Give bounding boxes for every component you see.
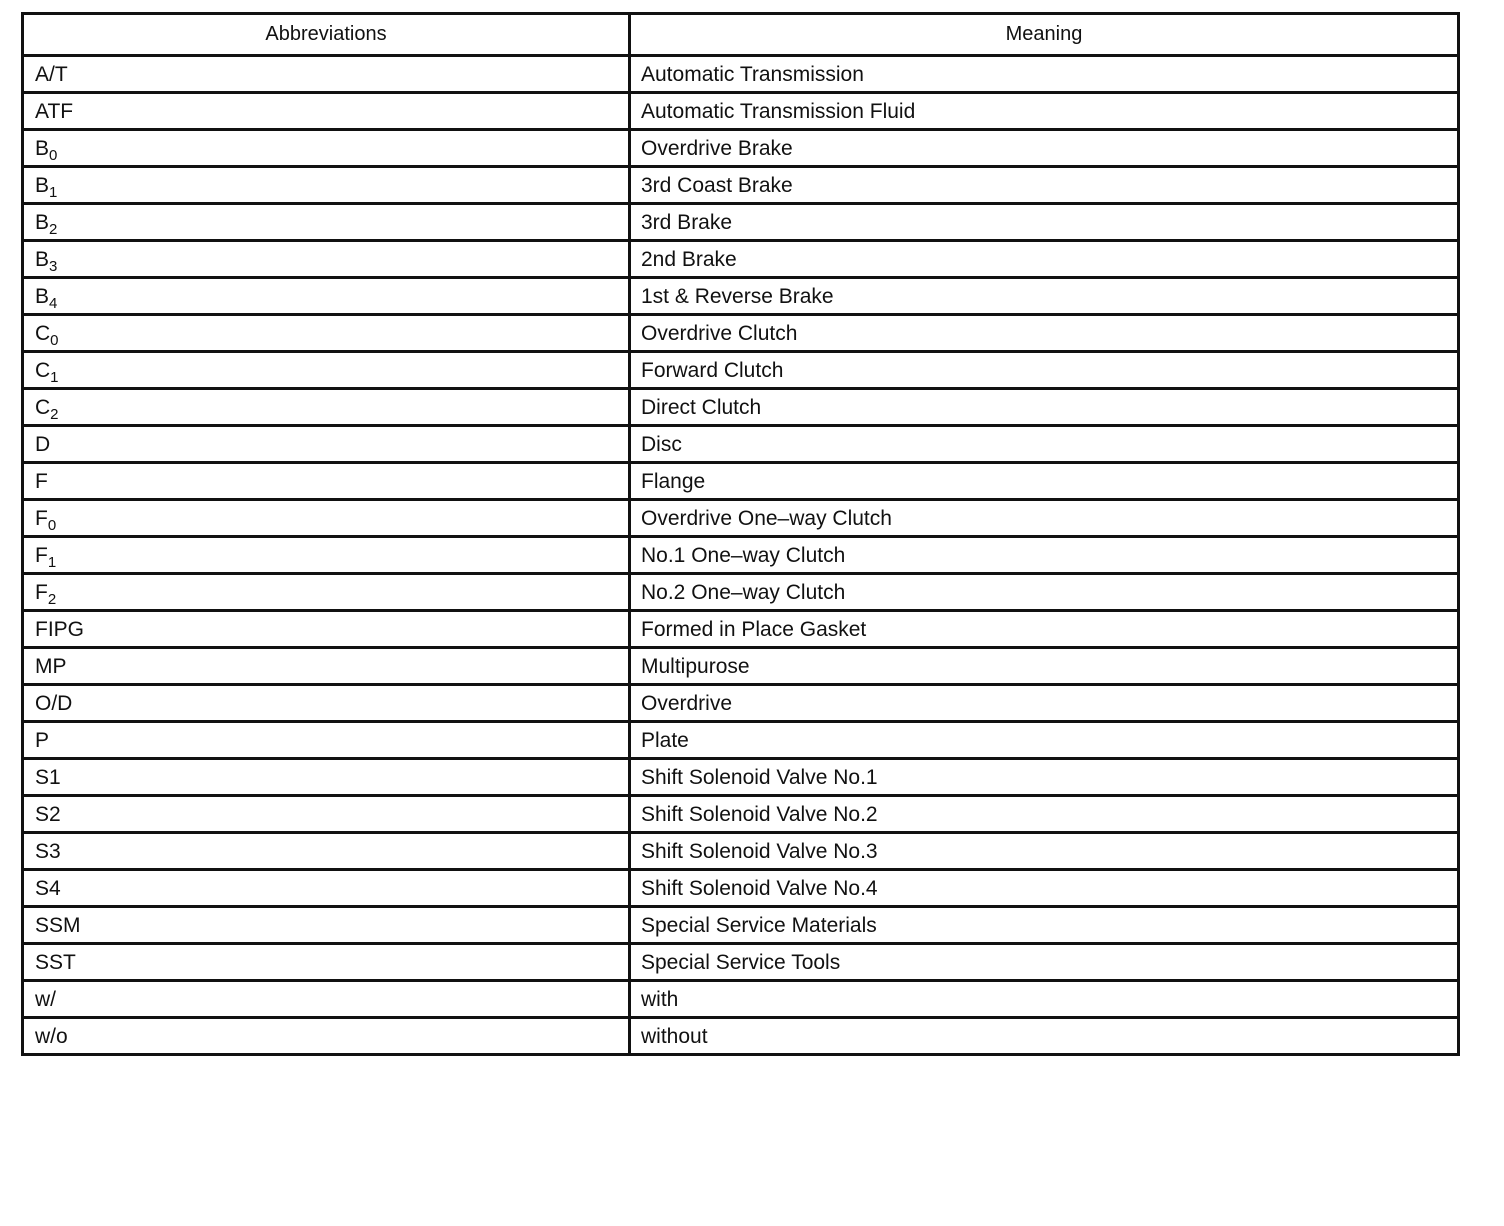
abbreviation-cell [23,130,630,167]
table-row [23,833,1459,870]
meaning-cell: No.2 One–way Clutch [630,574,1459,611]
table-row [23,56,1459,93]
abbreviation-text: F [35,506,48,530]
abbreviation-cell [23,907,630,944]
table-row [23,574,1459,611]
table-row [23,241,1459,278]
header-abbreviations: Abbreviations [23,14,630,56]
abbreviation-subscript: 0 [47,516,57,534]
meaning-cell: No.1 One–way Clutch [630,537,1459,574]
meaning-cell: Formed in Place Gasket [630,611,1459,648]
abbreviation-cell [23,722,630,759]
meaning-cell: Flange [630,463,1459,500]
meaning-cell: Shift Solenoid Valve No.2 [630,796,1459,833]
abbreviation-cell [23,463,630,500]
abbreviation-text: B [35,136,50,160]
abbreviation-text: B [35,247,50,271]
meaning-cell: Special Service Materials [630,907,1459,944]
abbreviation-text: A/T [35,62,68,86]
abbreviation-text: D [35,432,51,456]
abbreviation-text: MP [35,654,67,678]
table-row [23,167,1459,204]
abbreviation-text: S3 [35,839,61,863]
abbreviation-cell [23,611,630,648]
abbreviation-cell [23,56,630,93]
abbreviation-text: SSM [35,913,81,937]
table-row [23,685,1459,722]
abbreviation-cell [23,648,630,685]
table-row [23,426,1459,463]
abbreviation-cell [23,759,630,796]
table-row [23,907,1459,944]
meaning-cell: Multipurose [630,648,1459,685]
table-row [23,204,1459,241]
meaning-cell: Automatic Transmission [630,56,1459,93]
abbreviation-cell [23,500,630,537]
meaning-cell: Plate [630,722,1459,759]
table-row [23,759,1459,796]
meaning-cell: Disc [630,426,1459,463]
table-row [23,870,1459,907]
abbreviation-text: P [35,728,50,752]
abbreviation-cell [23,574,630,611]
table-row [23,315,1459,352]
abbreviation-cell [23,944,630,981]
abbreviation-cell [23,241,630,278]
abbreviation-text: O/D [35,691,73,715]
abbreviation-cell [23,389,630,426]
abbreviation-text: ATF [35,99,74,123]
abbreviation-text: SST [35,950,76,974]
abbreviation-cell [23,167,630,204]
table-row [23,389,1459,426]
meaning-cell: Overdrive [630,685,1459,722]
abbreviation-text: F [35,469,48,493]
abbreviation-cell [23,315,630,352]
abbreviation-text: B [35,284,50,308]
table-row [23,722,1459,759]
table-row [23,611,1459,648]
meaning-cell: Shift Solenoid Valve No.3 [630,833,1459,870]
abbreviation-cell [23,537,630,574]
abbreviation-text: F [35,580,48,604]
meaning-cell: 1st & Reverse Brake [630,278,1459,315]
abbreviation-text: FIPG [35,617,85,641]
meaning-cell: Shift Solenoid Valve No.1 [630,759,1459,796]
abbreviation-subscript: 2 [49,220,58,238]
abbreviation-text: C [35,358,51,382]
meaning-cell: without [630,1018,1459,1055]
table-row [23,278,1459,315]
abbreviation-subscript: 1 [47,553,57,571]
table-row [23,1018,1459,1055]
meaning-cell: Direct Clutch [630,389,1459,426]
abbreviation-text: S4 [35,876,61,900]
abbreviation-text: C [35,395,51,419]
header-row [23,14,1459,56]
table-row [23,463,1459,500]
abbreviation-text: w/o [35,1024,68,1048]
abbreviation-cell [23,981,630,1018]
table-row [23,352,1459,389]
abbreviation-text: B [35,173,50,197]
abbreviation-subscript: 4 [49,294,58,312]
abbreviation-cell [23,1018,630,1055]
abbreviation-subscript: 3 [49,257,58,275]
table-row [23,648,1459,685]
abbreviation-subscript: 0 [50,331,59,349]
abbreviation-subscript: 2 [50,405,59,423]
table-header [23,14,1459,56]
abbreviation-cell [23,93,630,130]
meaning-cell: Overdrive One–way Clutch [630,500,1459,537]
abbreviation-cell [23,352,630,389]
abbreviation-text: S1 [35,765,61,789]
meaning-cell: 3rd Brake [630,204,1459,241]
table-row [23,93,1459,130]
abbreviation-cell [23,870,630,907]
meaning-cell: Automatic Transmission Fluid [630,93,1459,130]
table-row [23,796,1459,833]
meaning-cell: 2nd Brake [630,241,1459,278]
table-row [23,537,1459,574]
abbreviation-subscript: 2 [47,590,57,608]
table-row [23,500,1459,537]
abbreviation-subscript: 0 [49,146,58,164]
meaning-cell: Forward Clutch [630,352,1459,389]
abbreviation-cell [23,796,630,833]
table-row [23,130,1459,167]
abbreviation-text: F [35,543,48,567]
abbreviation-text: S2 [35,802,61,826]
abbreviation-cell [23,278,630,315]
meaning-cell: with [630,981,1459,1018]
meaning-cell: 3rd Coast Brake [630,167,1459,204]
abbreviation-subscript: 1 [50,368,59,386]
abbreviation-cell [23,685,630,722]
abbreviation-cell [23,426,630,463]
abbreviation-cell [23,204,630,241]
meaning-cell: Special Service Tools [630,944,1459,981]
meaning-cell: Overdrive Clutch [630,315,1459,352]
table-row [23,944,1459,981]
abbreviation-cell [23,833,630,870]
meaning-cell: Overdrive Brake [630,130,1459,167]
abbreviations-table [21,12,1460,1056]
abbreviation-text: B [35,210,50,234]
table-row [23,981,1459,1018]
abbreviation-text: w/ [35,987,56,1011]
header-meaning: Meaning [630,14,1459,56]
table-body [23,56,1459,1055]
meaning-cell: Shift Solenoid Valve No.4 [630,870,1459,907]
abbreviation-text: C [35,321,51,345]
abbreviation-subscript: 1 [49,183,58,201]
